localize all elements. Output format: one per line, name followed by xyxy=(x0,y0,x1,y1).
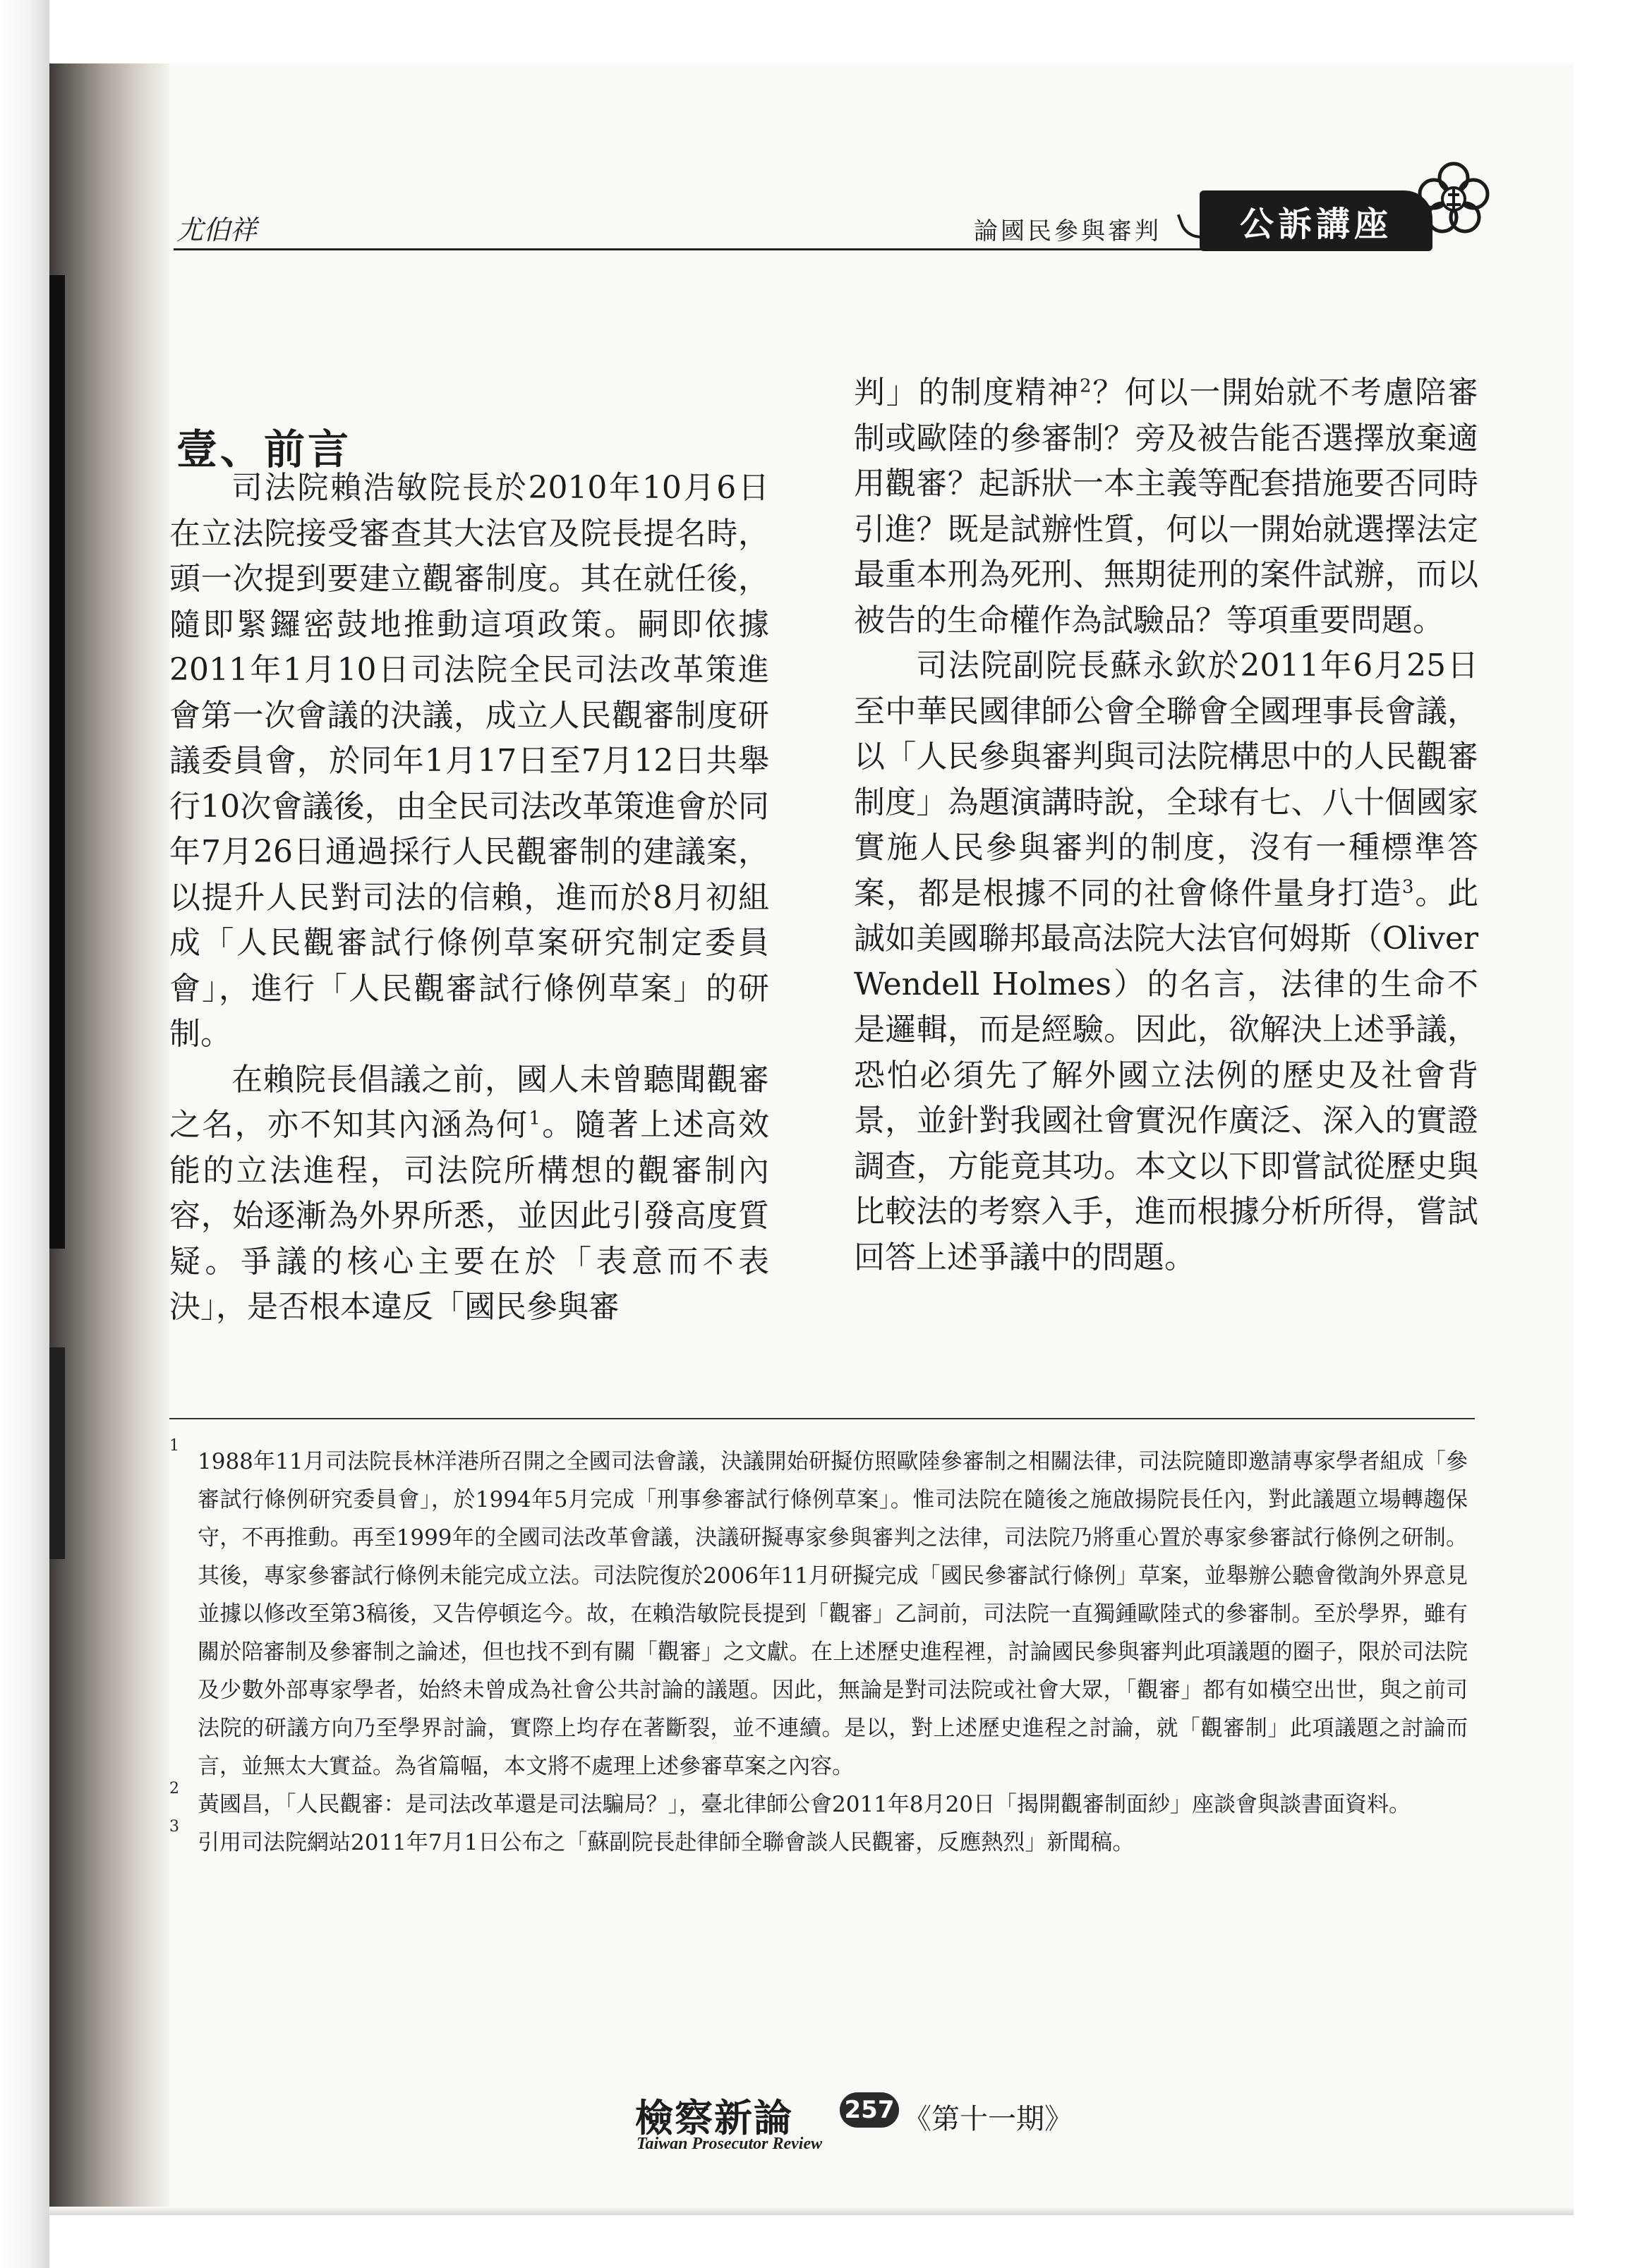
footnote-number: 3 xyxy=(169,1818,179,1836)
footnote-ref: 1 xyxy=(529,1108,541,1129)
text-run: 判」的制度精神 xyxy=(854,375,1080,411)
column-badge xyxy=(1200,190,1432,251)
leaf-icon xyxy=(1177,205,1217,244)
book-spine-shadow xyxy=(49,63,169,2215)
footnote-text: 1988年11月司法院長林洋港所召開之全國司法會議，決議開始研擬仿照歐陸參審制之相關法律，司法院隨即邀請專家學者組成「參審試行條例研究委員會」，於1994年5月完成「刑事參審試行條例草案」。惟司法院在隨後之施啟揚院長任內，對此議題立場轉趨保守，不再推動。再至1999年的全國司法改革會議，決議研擬專家參與審判之法律，司法院乃將重心置於專家參審試行條例之研制。其後，專家參審試行條例未能完成立法。司法院復於2006年11月研擬完成「國民參審試行條例」草案，並舉辦公聽會徵詢外界意見並據以修改至第3稿後，又告停頓迄今。故，在賴浩敏院長提到「觀審」乙詞前，司法院一直獨鍾歐陸式的參審制。至於學界，雖有關於陪審制及參審制之論述，但也找不到有關「觀審」之文獻。在上述歷史進程裡，討論國民參與審判此項議題的圈子，限於司法院及少數外部專家學者，始終未曾成為社會公共討論的議題。因此，無論是對司法院或社會大眾，「觀審」都有如橫空出世，與之前司法院的研議方向乃至學界討論，實際上均存在著斷裂，並不連續。是以，對上述歷史進程之討論，就「觀審制」此項議題之討論而言，並無太大實益。為省篇幅，本文將不處理上述參審草案之內容。 xyxy=(198,1449,1468,1779)
column-badge-label: 公訴講座 xyxy=(1239,204,1392,244)
spine-edge xyxy=(49,275,65,1249)
section-heading: 壹、前言 xyxy=(176,425,352,473)
header-rule xyxy=(174,248,1292,250)
footnote-number: 1 xyxy=(169,1437,179,1455)
footnote xyxy=(169,1437,1468,1785)
issue-label: 《第十一期》 xyxy=(903,2103,1073,2135)
text-run: 司法院副院長蘇永欽於2011年6月25日至中華民國律師公會全聯會全國理事長會議，以「人民參與審判與司法院構思中的人民觀審制度」為題演講時說，全球有七、八十個國家實施人民參與審判的制度，沒有一種標準答案，都是根據不同的社會條件量身打造 xyxy=(854,648,1478,911)
footnote xyxy=(169,1818,1468,1862)
footnote-rule xyxy=(169,1418,1475,1419)
scan-margin xyxy=(0,0,49,2268)
footnote xyxy=(169,1780,1468,1824)
journal-page xyxy=(49,63,1574,2215)
footnotes xyxy=(169,1437,1468,1862)
body-column-left xyxy=(169,466,769,1330)
running-header-title: 論國民參與審判 xyxy=(974,217,1162,245)
journal-title-en: Taiwan Prosecutor Review xyxy=(636,2135,823,2153)
footnote-number: 2 xyxy=(169,1780,179,1797)
footnote-text: 引用司法院網站2011年7月1日公布之「蘇副院長赴律師全聯會談人民觀審，反應熱烈」新聞稿。 xyxy=(198,1830,1135,1855)
text-run: ？何以一開始就不考慮陪審制或歐陸的參審制？旁及被告能否選擇放棄適用觀審？起訴狀一本主義等配套措施要否同時引進？既是試辦性質，何以一開始就選擇法定最重本刑為死刑、無期徒刑的案件試辦，而以被告的生命權作為試驗品？等項重要問題。 xyxy=(854,375,1479,638)
journal-title: 檢察新論 xyxy=(635,2095,793,2140)
page-number: 257 xyxy=(840,2092,899,2128)
running-header-author: 尤伯祥 xyxy=(176,214,258,245)
page-footer xyxy=(635,2088,1073,2166)
text-run: 。此誠如美國聯邦最高法院大法官何姆斯（Oliver Wendell Holmes）的名言，法律的生命不是邏輯，而是經驗。因此，欲解決上述爭議，恐怕必須先了解外國立法例的歷史及社會背景，並針對我國社會實況作廣泛、深入的實證調查，方能竟其功。本文以下即嘗試從歷史與比較法的考察入手，進而根據分析所得，嘗試回答上述爭議中的問題。 xyxy=(854,875,1479,1275)
footnote-ref: 3 xyxy=(1402,875,1414,897)
footnote-ref: 2 xyxy=(1079,375,1092,397)
page-edge xyxy=(49,2207,1574,2215)
spine-edge-lower xyxy=(49,1347,65,1559)
flower-ornament-icon xyxy=(1411,155,1496,240)
paragraph xyxy=(854,370,1478,643)
body-column-right xyxy=(854,370,1478,1280)
text-run: 在賴院長倡議之前，國人未曾聽聞觀審之名，亦不知其內涵為何 xyxy=(169,1061,769,1143)
text-run: 。隨著上述高效能的立法進程，司法院所構想的觀審制內容，始逐漸為外界所悉，並因此引發高度質疑。爭議的核心主要在於「表意而不表決」，是否根本違反「國民參與審 xyxy=(169,1107,770,1325)
paragraph xyxy=(169,1057,769,1330)
paragraph xyxy=(854,643,1478,1280)
footnote-text: 黃國昌，「人民觀審：是司法改革還是司法騙局？」，臺北律師公會2011年8月20日「揭開觀審制面紗」座談會與談書面資料。 xyxy=(198,1792,1411,1817)
paragraph: 司法院賴浩敏院長於2010年10月6日在立法院接受審查其大法官及院長提名時，頭一次提到要建立觀審制度。其在就任後，隨即緊鑼密鼓地推動這項政策。嗣即依據2011年1月10日司法院全民司法改革策進會第一次會議的決議，成立人民觀審制度研議委員會，於同年1月17日至7月12日共舉行10次會議後，由全民司法改革策進會於同年7月26日通過採行人民觀審制的建議案，以提升人民對司法的信賴，進而於8月初組成「人民觀審試行條例草案研究制定委員會」，進行「人民觀審試行條例草案」的研制。 xyxy=(169,470,769,1052)
